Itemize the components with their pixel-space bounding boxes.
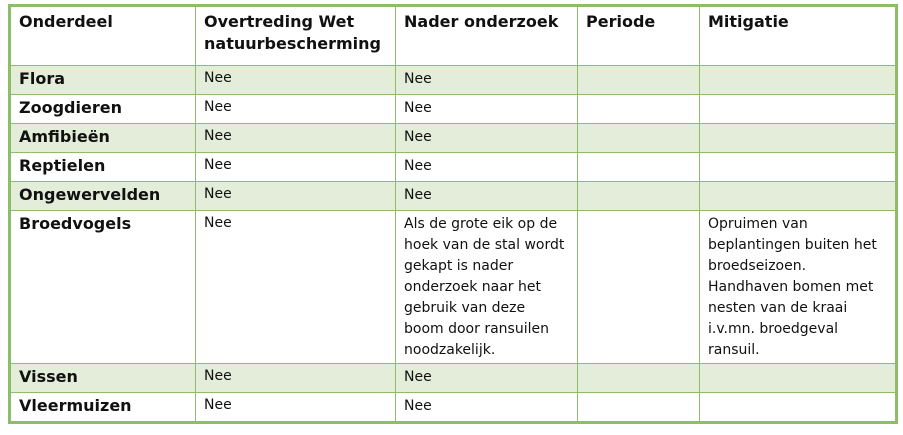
cell-overtreding: Nee [196, 66, 396, 95]
cell-periode [578, 182, 700, 211]
cell-nader-onderzoek: Als de grote eik op de hoek van de stal wordt gekapt is nader onderzoek naar het gebruik van deze boom door ransuilen noodzakelijk. [396, 211, 578, 364]
cell-overtreding: Nee [196, 211, 396, 364]
cell-onderdeel: Broedvogels [10, 211, 196, 364]
table-row [10, 95, 897, 124]
table-header-row [10, 6, 897, 66]
cell-nader-onderzoek: Nee [396, 95, 578, 124]
table-row [10, 211, 897, 364]
cell-mitigatie [700, 124, 897, 153]
cell-nader-onderzoek: Nee [396, 66, 578, 95]
cell-nader-onderzoek: Nee [396, 364, 578, 393]
table-row [10, 153, 897, 182]
cell-nader-onderzoek: Nee [396, 393, 578, 423]
cell-periode [578, 124, 700, 153]
species-assessment-table [8, 4, 898, 424]
cell-onderdeel: Zoogdieren [10, 95, 196, 124]
cell-overtreding: Nee [196, 124, 396, 153]
cell-mitigatie [700, 66, 897, 95]
table-row [10, 182, 897, 211]
header-onderdeel: Onderdeel [10, 6, 196, 66]
cell-overtreding: Nee [196, 182, 396, 211]
cell-onderdeel: Flora [10, 66, 196, 95]
header-mitigatie: Mitigatie [700, 6, 897, 66]
header-nader-onderzoek: Nader onderzoek [396, 6, 578, 66]
cell-nader-onderzoek: Nee [396, 153, 578, 182]
cell-periode [578, 211, 700, 364]
cell-periode [578, 153, 700, 182]
cell-periode [578, 95, 700, 124]
cell-periode [578, 66, 700, 95]
cell-periode [578, 364, 700, 393]
cell-mitigatie [700, 153, 897, 182]
cell-onderdeel: Amfibieën [10, 124, 196, 153]
cell-overtreding: Nee [196, 95, 396, 124]
cell-onderdeel: Reptielen [10, 153, 196, 182]
cell-nader-onderzoek: Nee [396, 124, 578, 153]
cell-mitigatie [700, 182, 897, 211]
table-row [10, 393, 897, 423]
header-overtreding: Overtreding Wet natuurbescherming [196, 6, 396, 66]
table-row [10, 66, 897, 95]
cell-onderdeel: Vissen [10, 364, 196, 393]
cell-overtreding: Nee [196, 153, 396, 182]
cell-periode [578, 393, 700, 423]
table-container [8, 4, 898, 424]
cell-mitigatie: Opruimen van beplantingen buiten het broedseizoen. Handhaven bomen met nesten van de kraai i.v.mn. broedgeval ransuil. [700, 211, 897, 364]
cell-nader-onderzoek: Nee [396, 182, 578, 211]
cell-mitigatie [700, 364, 897, 393]
cell-mitigatie [700, 95, 897, 124]
cell-onderdeel: Ongewervelden [10, 182, 196, 211]
header-periode: Periode [578, 6, 700, 66]
table-row [10, 124, 897, 153]
cell-onderdeel: Vleermuizen [10, 393, 196, 423]
cell-overtreding: Nee [196, 393, 396, 423]
table-row [10, 364, 897, 393]
cell-overtreding: Nee [196, 364, 396, 393]
cell-mitigatie [700, 393, 897, 423]
